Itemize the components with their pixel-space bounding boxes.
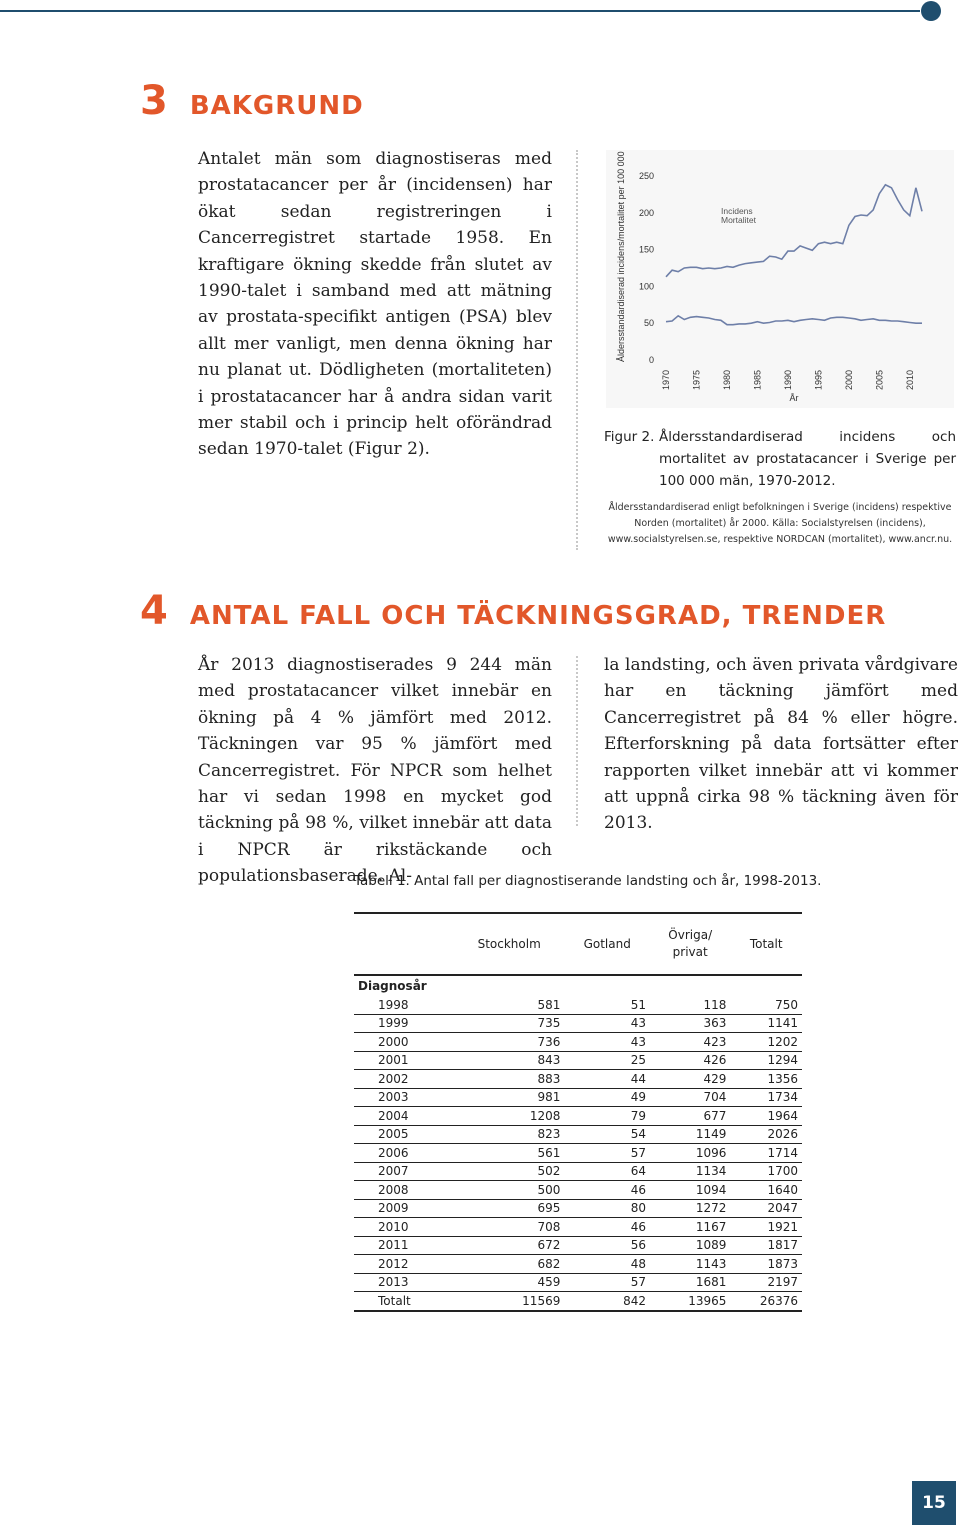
table-row-label: 2004 xyxy=(354,1107,454,1126)
table-row xyxy=(354,1033,802,1052)
table-cell: 2026 xyxy=(730,1125,802,1144)
table-cell: 1094 xyxy=(650,1181,730,1200)
top-rule-dot xyxy=(921,1,941,21)
table-row xyxy=(354,1236,802,1255)
table-row xyxy=(354,1070,802,1089)
table-row-label: 2010 xyxy=(354,1218,454,1237)
table-cell: 426 xyxy=(650,1051,730,1070)
table-cell: 429 xyxy=(650,1070,730,1089)
table-cell: 750 xyxy=(730,996,802,1014)
table-row xyxy=(354,1218,802,1237)
table-cell: 80 xyxy=(564,1199,650,1218)
table-row xyxy=(354,1051,802,1070)
table-cell: 581 xyxy=(454,996,564,1014)
section-4-paragraph-right: la landsting, och även privata vårdgivare har en täckning jämfört med Cancerregistret på 84 % eller högre. Efterforskning på data fortsätter efter rapporten vilket innebär att vi kommer att uppnå cirka 98 % täckning även för 2013. xyxy=(604,655,958,834)
table-cell: 677 xyxy=(650,1107,730,1126)
table-row-label: 1999 xyxy=(354,1014,454,1033)
column-divider xyxy=(576,656,578,826)
table-row-label: 2005 xyxy=(354,1125,454,1144)
table-cell: 561 xyxy=(454,1144,564,1163)
table-cell: 1700 xyxy=(730,1162,802,1181)
section-title: ANTAL FALL OCH TÄCKNINGSGRAD, TRENDER xyxy=(189,601,887,631)
table-row xyxy=(354,1125,802,1144)
table-cell: 883 xyxy=(454,1070,564,1089)
section-4-paragraph-left: År 2013 diagnostiserades 9 244 män med prostatacancer vilket innebär en ökning på 4 % jämfört med 2012. Täckningen var 95 % jämfört med Cancerregistret. För NPCR som helhet har vi sedan 1998 en mycket god täckning på 98 %, vilket innebär att data i NPCR är rikstäckande och populationsbaserade. Al- xyxy=(198,655,552,887)
x-tick-label: 1975 xyxy=(691,369,702,390)
line-chart xyxy=(606,150,954,408)
table-subheader: Diagnosår xyxy=(354,975,802,996)
table-row xyxy=(354,1107,802,1126)
table-cell: 57 xyxy=(564,1273,650,1292)
table-cell: 1964 xyxy=(730,1107,802,1126)
x-tick-label: 1995 xyxy=(813,369,824,390)
series-line-incidens xyxy=(666,185,922,277)
table-cell: 48 xyxy=(564,1255,650,1274)
table-cell: 2047 xyxy=(730,1199,802,1218)
table-row-label: 2006 xyxy=(354,1144,454,1163)
table-cell: 2197 xyxy=(730,1273,802,1292)
table-cell: 79 xyxy=(564,1107,650,1126)
y-tick-label: 200 xyxy=(638,207,654,218)
series-line-mortalitet xyxy=(666,316,922,325)
section-title: BAKGRUND xyxy=(189,91,364,121)
table-cell: 13965 xyxy=(650,1292,730,1311)
section-3-paragraph: Antalet män som diagnostiseras med prostatacancer per år (incidensen) har ökat sedan registreringen i Cancerregistret startade 1958. En kraftigare ökning skedde från slutet av 1990-talet i samband med att mätning av prostata-specifikt antigen (PSA) blev allt mer vanligt, men denna ökning har nu planat ut. Dödligheten (mortaliteten) i prostatacancer har å andra sidan varit mer stabil och i princip helt oförändrad sedan 1970-talet (Figur 2). xyxy=(198,149,552,460)
x-tick-label: 1980 xyxy=(721,369,732,390)
table-header-ovriga-line: privat xyxy=(672,945,708,959)
x-tick-label: 1990 xyxy=(782,369,793,390)
cases-table xyxy=(354,912,802,1312)
table-row-label: 2012 xyxy=(354,1255,454,1274)
table-cell: 25 xyxy=(564,1051,650,1070)
table-header-blank xyxy=(354,913,454,975)
table-cell: 46 xyxy=(564,1181,650,1200)
section-number: 4 xyxy=(140,588,168,634)
table-cell: 695 xyxy=(454,1199,564,1218)
table-cell: 708 xyxy=(454,1218,564,1237)
table-cell: 1202 xyxy=(730,1033,802,1052)
table-cell: 1141 xyxy=(730,1014,802,1033)
table-cell: 64 xyxy=(564,1162,650,1181)
table-cell: 843 xyxy=(454,1051,564,1070)
legend-entry: Incidens xyxy=(721,206,753,216)
table-header-gotland: Gotland xyxy=(583,936,631,951)
table-cell: 1714 xyxy=(730,1144,802,1163)
table-cell: 1921 xyxy=(730,1218,802,1237)
table-cell: 1640 xyxy=(730,1181,802,1200)
y-tick-label: 250 xyxy=(638,171,654,181)
y-tick-label: 0 xyxy=(648,355,654,365)
column-divider xyxy=(576,150,578,550)
table-row xyxy=(354,1144,802,1163)
table-cell: 704 xyxy=(650,1088,730,1107)
table-cell: 11569 xyxy=(454,1292,564,1311)
table-row xyxy=(354,996,802,1014)
table-cell: 1294 xyxy=(730,1051,802,1070)
table-cell: 43 xyxy=(564,1033,650,1052)
x-tick-label: 2005 xyxy=(874,369,885,390)
table-cell: 56 xyxy=(564,1236,650,1255)
table-cell: 1356 xyxy=(730,1070,802,1089)
table-row-label: 2001 xyxy=(354,1051,454,1070)
table-cell: 1096 xyxy=(650,1144,730,1163)
table-caption: Tabell 1. Antal fall per diagnostiserande landsting och år, 1998-2013. xyxy=(354,873,822,889)
page-number: 15 xyxy=(912,1481,956,1525)
table-row xyxy=(354,1292,802,1311)
table-row xyxy=(354,1162,802,1181)
table-row-label: 2013 xyxy=(354,1273,454,1292)
table-subheader-row xyxy=(354,975,802,996)
x-tick-label: 1985 xyxy=(752,369,763,390)
top-rule xyxy=(0,10,920,12)
x-tick-label: 1970 xyxy=(661,369,671,390)
table-header-totalt: Totalt xyxy=(749,936,783,951)
table-cell: 54 xyxy=(564,1125,650,1144)
table-cell: 57 xyxy=(564,1144,650,1163)
figure-source: Åldersstandardiserad enligt befolkningen i Sverige (incidens) respektive Norden (mortalitet) år 2000. Källa: Socialstyrelsen (incidens), www.socialstyrelsen.se, respektive NORDCAN (mortalitet), www.ancr.nu. xyxy=(607,502,953,545)
table-cell: 1134 xyxy=(650,1162,730,1181)
x-axis-title: År xyxy=(789,393,799,403)
legend-entry: Mortalitet xyxy=(721,215,756,225)
table-cell: 46 xyxy=(564,1218,650,1237)
table-row xyxy=(354,1199,802,1218)
table-header-ovriga xyxy=(650,913,730,975)
table-cell: 842 xyxy=(564,1292,650,1311)
table-cell: 1734 xyxy=(730,1088,802,1107)
y-tick-label: 100 xyxy=(638,281,654,292)
table-cell: 363 xyxy=(650,1014,730,1033)
table-row-label: 2007 xyxy=(354,1162,454,1181)
table-row xyxy=(354,1088,802,1107)
table-cell: 672 xyxy=(454,1236,564,1255)
y-axis-title: Åldersstandardiserad incidens/mortalitet per 100 000 män xyxy=(616,150,626,362)
figure-caption-text: Åldersstandardiserad incidens och mortalitet av prostatacancer i Sverige per 100 000 män, 1970-2012. xyxy=(659,429,956,489)
table-cell: 735 xyxy=(454,1014,564,1033)
table-row-label: 2008 xyxy=(354,1181,454,1200)
table-cell: 1149 xyxy=(650,1125,730,1144)
table-row xyxy=(354,1181,802,1200)
table-cell: 500 xyxy=(454,1181,564,1200)
table-row-label: 2009 xyxy=(354,1199,454,1218)
table-cell: 1873 xyxy=(730,1255,802,1274)
y-tick-label: 150 xyxy=(638,244,654,255)
table-cell: 682 xyxy=(454,1255,564,1274)
table-cell: 502 xyxy=(454,1162,564,1181)
table-cell: 43 xyxy=(564,1014,650,1033)
table-cell: 1167 xyxy=(650,1218,730,1237)
table-cell: 1817 xyxy=(730,1236,802,1255)
table-row-label: 2003 xyxy=(354,1088,454,1107)
y-tick-label: 50 xyxy=(643,318,654,329)
table-cell: 823 xyxy=(454,1125,564,1144)
x-tick-label: 2010 xyxy=(904,369,915,390)
table-cell: 981 xyxy=(454,1088,564,1107)
table-header-stockholm: Stockholm xyxy=(477,936,541,951)
table-cell: 1143 xyxy=(650,1255,730,1274)
table-cell: 44 xyxy=(564,1070,650,1089)
section-3-heading xyxy=(140,78,364,124)
table-cell: 26376 xyxy=(730,1292,802,1311)
figure-caption xyxy=(604,426,956,492)
table-cell: 459 xyxy=(454,1273,564,1292)
figure-label: Figur 2. xyxy=(604,429,655,445)
figure-chart xyxy=(606,150,954,408)
table-cell: 1681 xyxy=(650,1273,730,1292)
table-cell: 1208 xyxy=(454,1107,564,1126)
table-row xyxy=(354,1255,802,1274)
section-4-heading xyxy=(140,588,886,634)
table-header-ovriga-line: Övriga/ xyxy=(668,928,713,942)
table-cell: 51 xyxy=(564,996,650,1014)
table-row xyxy=(354,1014,802,1033)
table-row-label: Totalt xyxy=(354,1292,454,1311)
table-cell: 423 xyxy=(650,1033,730,1052)
table-cell: 118 xyxy=(650,996,730,1014)
table-cell: 49 xyxy=(564,1088,650,1107)
table-cell: 736 xyxy=(454,1033,564,1052)
table-row xyxy=(354,1273,802,1292)
table-cell: 1089 xyxy=(650,1236,730,1255)
table-row-label: 2011 xyxy=(354,1236,454,1255)
table-cell: 1272 xyxy=(650,1199,730,1218)
table-row-label: 1998 xyxy=(354,996,454,1014)
table-row-label: 2000 xyxy=(354,1033,454,1052)
x-tick-label: 2000 xyxy=(843,369,854,390)
table-header-row xyxy=(354,913,802,975)
section-number: 3 xyxy=(140,78,168,124)
table-row-label: 2002 xyxy=(354,1070,454,1089)
